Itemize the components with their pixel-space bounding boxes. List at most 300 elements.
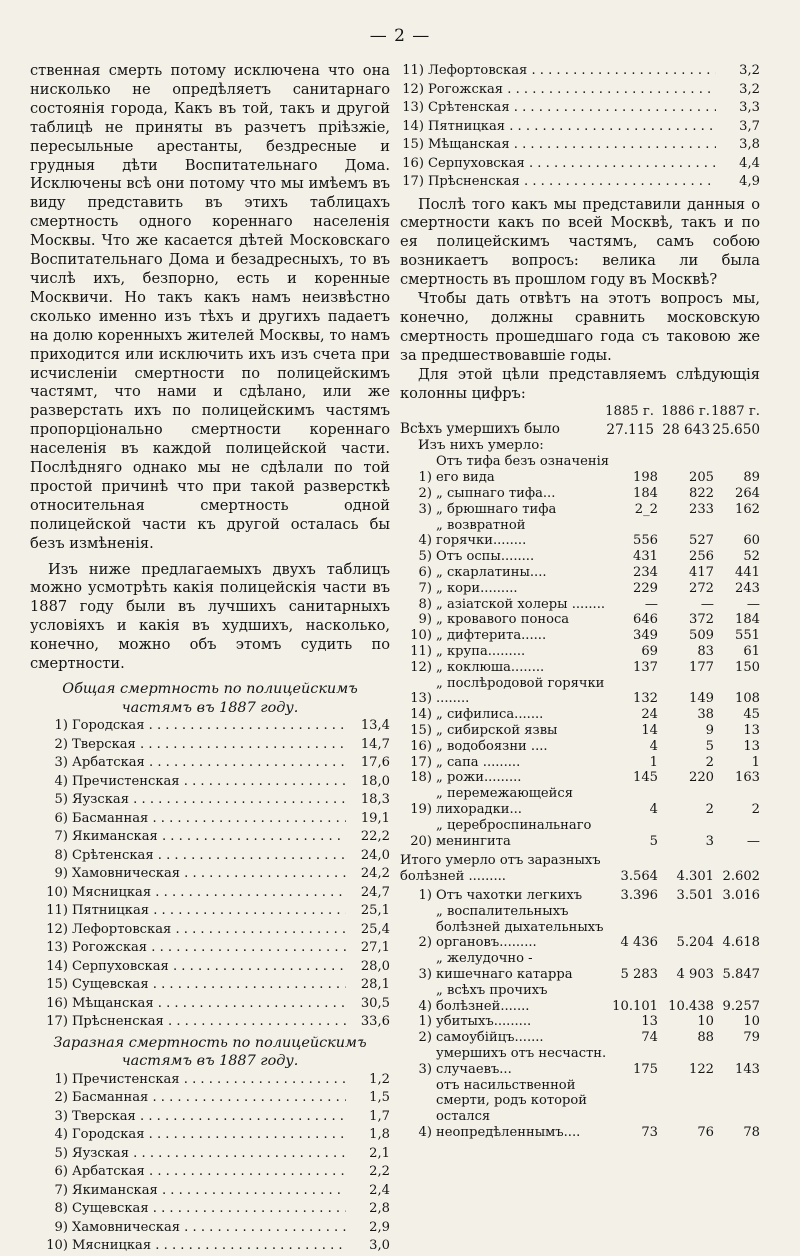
- row-number: 7): [418, 580, 432, 596]
- year-value: 10: [697, 1014, 714, 1030]
- row-value: 2.602: [722, 869, 760, 885]
- year-value: 137: [633, 659, 658, 675]
- row-number: 18): [410, 770, 432, 786]
- year-value: 5: [705, 738, 714, 754]
- row-number: 15): [410, 723, 432, 739]
- mortality-value: 19,1: [360, 810, 390, 826]
- table-row: [30, 1163, 390, 1182]
- mortality-value: 14,7: [360, 736, 390, 752]
- total-deaths-row: [400, 420, 760, 438]
- mortality-value: 3,8: [739, 137, 760, 152]
- district-name: Мѣщанская . . .: [428, 136, 716, 155]
- year-value: 79: [743, 1030, 760, 1046]
- mortality-value: 1,2: [369, 1071, 390, 1087]
- cause-label: „ коклюша........: [436, 659, 545, 675]
- year-value: 2: [705, 802, 714, 817]
- district-name: Рогожская . . .: [72, 939, 346, 958]
- row-number: 17): [46, 1014, 68, 1030]
- row-number: 14): [402, 118, 424, 134]
- year-value: 145: [633, 770, 658, 786]
- row-number: 3): [418, 966, 432, 982]
- row-number: 20): [410, 833, 432, 849]
- mortality-value: 28,1: [360, 977, 390, 993]
- row-number: 1): [418, 887, 432, 903]
- year-value: 264: [735, 486, 760, 502]
- row-number: 3): [54, 1108, 68, 1124]
- row-number: 6): [54, 1164, 68, 1180]
- infectious-mortality-table: [30, 1071, 390, 1256]
- row-number: 9): [418, 612, 432, 628]
- table-row: [30, 995, 390, 1014]
- year-value: —: [746, 833, 760, 849]
- year-value: 177: [689, 659, 714, 675]
- table-row: [400, 1030, 760, 1046]
- table-row: [400, 155, 760, 174]
- cause-label: „ дифтерита......: [436, 628, 547, 644]
- mortality-value: 2,4: [369, 1182, 390, 1198]
- district-name: Сущевская . . .: [72, 976, 346, 995]
- year-value: 162: [735, 501, 760, 517]
- table-row: [400, 951, 760, 983]
- table-row: [30, 976, 390, 995]
- infectious-mortality-table-continued: [400, 62, 760, 192]
- year-value: 9.257: [722, 998, 760, 1014]
- year-value: 149: [689, 691, 714, 707]
- year-value: 10: [743, 1014, 760, 1030]
- year-value: 78: [743, 1124, 760, 1140]
- year-value: 5.204: [676, 935, 714, 951]
- row-number: 17): [402, 174, 424, 189]
- table-row: [400, 173, 760, 192]
- years-header: [400, 403, 760, 420]
- year-value: 69: [641, 644, 658, 660]
- year-value: 132: [633, 691, 658, 707]
- year-value: 233: [689, 501, 714, 517]
- row-number: 2): [418, 935, 432, 951]
- cause-label: убитыхъ.........: [436, 1014, 532, 1030]
- district-name: Яузская . . .: [72, 791, 346, 810]
- mortality-value: 4,9: [739, 174, 760, 189]
- paragraph: ственная смерть потому исключена что она нисколько не опредѣляетъ санитарнаго состоянія города, Какъ въ той, такъ и другой таблицѣ не приняты въ разчетъ пріѣзжіе, пересыльные арестанты, бездресные и грудныя дѣти Воспитательнаго Дома. Исключены всѣ они потому что мы имѣемъ въ виду представить въ этихъ таблицахъ смертность одного кореннаго населенія Москвы. Что же касается дѣтей Московскаго Воспитательнаго Дома и безадресныхъ, то въ числѣ ихъ, безпорно, есть и коренные Москвичи. Но такъ какъ намъ неизвѣстно сколько именно изъ тѣхъ и другихъ падаетъ на долю коренныхъ жителей Москвы, то намъ приходится или исключить ихъ изъ счета при исчисленіи смертности по полицейскимъ частямт, что нами и сдѣлано, или же разверстать ихъ по полицейскимъ частямъ пропорціонально смертности кореннаго населенія въ каждой полицейской части. Послѣдняго однако мы не сдѣлали по той простой причинѣ что при такой разверсткѣ относительная смертность одной полицейской части къ другой осталась бы безъ измѣненія.: [30, 62, 390, 552]
- row-number: 10): [46, 1238, 68, 1254]
- cause-label: „ азіатской холеры ........: [436, 596, 606, 612]
- mortality-value: 1,8: [369, 1127, 390, 1143]
- year-value: 372: [689, 612, 714, 628]
- district-name: Лефортовская . . .: [428, 62, 716, 81]
- table-row: [30, 1089, 390, 1108]
- mortality-value: 3,2: [739, 63, 760, 78]
- district-name: Мясницкая . . .: [72, 1237, 346, 1256]
- year-value: 3: [705, 833, 714, 849]
- right-column: [400, 62, 760, 1141]
- mortality-value: 17,6: [360, 755, 390, 771]
- row-value: 25.650: [712, 421, 760, 438]
- cause-label: отъ насильственной смерти, родъ которой остался неопредѣленнымъ....: [436, 1077, 587, 1140]
- table-row: [30, 1219, 390, 1238]
- row-number: 13): [46, 940, 68, 956]
- district-name: Пречистенская . . .: [72, 1071, 346, 1090]
- cause-label: „ кровавого поноса: [436, 612, 570, 628]
- table-row: [30, 1071, 390, 1090]
- table-row: [400, 660, 760, 676]
- general-mortality-table: [30, 717, 390, 1032]
- year-value: 417: [689, 565, 714, 581]
- row-number: 6): [54, 810, 68, 826]
- year-value: 89: [743, 470, 760, 486]
- year-header: 1885 г.: [605, 404, 654, 420]
- district-name: Сущевская . . .: [72, 1200, 346, 1219]
- row-number: 1): [418, 1014, 432, 1030]
- mortality-value: 18,3: [360, 792, 390, 808]
- year-value: 4: [649, 802, 658, 817]
- year-value: 13: [743, 723, 760, 739]
- mortality-value: 13,4: [360, 718, 390, 734]
- row-number: 14): [410, 707, 432, 723]
- table-row: [30, 717, 390, 736]
- table-row: [400, 549, 760, 565]
- cause-label: самоубійцъ.......: [436, 1030, 544, 1046]
- row-number: 1): [418, 470, 432, 486]
- district-name: Пятницкая . . .: [428, 118, 716, 137]
- year-value: 509: [689, 628, 714, 644]
- table-row: [400, 597, 760, 613]
- row-number: 5): [54, 1145, 68, 1161]
- table-row: [400, 612, 760, 628]
- table-row: [400, 770, 760, 786]
- year-value: 243: [735, 580, 760, 596]
- row-number: 9): [54, 866, 68, 882]
- table-row: [30, 1145, 390, 1164]
- year-value: 229: [633, 580, 658, 596]
- cause-label: „ брюшнаго тифа: [436, 501, 557, 517]
- row-number: 2): [418, 486, 432, 502]
- year-value: 5.847: [722, 966, 760, 982]
- table-row: [400, 486, 760, 502]
- year-value: 822: [689, 486, 714, 502]
- row-number: 1): [54, 718, 68, 734]
- year-value: —: [700, 596, 714, 612]
- table-row: [30, 1013, 390, 1032]
- row-number: 12): [410, 659, 432, 675]
- row-number: 19): [410, 802, 432, 817]
- mortality-value: 30,5: [360, 995, 390, 1011]
- table-row: [400, 1078, 760, 1141]
- mortality-value: 2,9: [369, 1219, 390, 1235]
- cause-label: „ сапа .........: [436, 754, 521, 770]
- row-number: 5): [418, 549, 432, 565]
- year-value: 24: [641, 707, 658, 723]
- mortality-value: 24,7: [360, 884, 390, 900]
- year-value: 184: [633, 486, 658, 502]
- table-row: [400, 502, 760, 518]
- table-row: [400, 676, 760, 708]
- row-number: 16): [46, 995, 68, 1011]
- year-value: 205: [689, 470, 714, 486]
- district-name: Серпуховская . . .: [428, 155, 716, 174]
- year-value: 3.501: [676, 887, 714, 903]
- table-row: [30, 754, 390, 773]
- table-row: [30, 958, 390, 977]
- cause-label: „ возвратной горячки........: [436, 517, 527, 549]
- year-value: 3.016: [722, 887, 760, 903]
- row-number: 9): [54, 1219, 68, 1235]
- row-number: 10): [410, 628, 432, 644]
- year-value: 14: [641, 723, 658, 739]
- row-number: 6): [418, 565, 432, 581]
- year-value: —: [746, 596, 760, 612]
- table-row: [30, 902, 390, 921]
- mortality-value: 2,2: [369, 1164, 390, 1180]
- year-value: 2: [705, 754, 714, 770]
- page-number: — 2 —: [369, 26, 431, 46]
- table-row: [400, 518, 760, 550]
- table-row: [30, 736, 390, 755]
- cause-label: „ желудочно - кишечнаго катарра: [436, 951, 573, 982]
- row-number: 4): [54, 773, 68, 789]
- cause-label: „ кори.........: [436, 580, 518, 596]
- year-value: 220: [689, 770, 714, 786]
- year-value: 143: [735, 1061, 760, 1077]
- mortality-value: 2,8: [369, 1201, 390, 1217]
- district-name: Пятницкая . . .: [72, 902, 346, 921]
- mortality-value: 24,2: [360, 866, 390, 882]
- year-value: 349: [633, 628, 658, 644]
- row-number: 11): [402, 63, 424, 78]
- year-value: 4 903: [676, 966, 714, 982]
- district-name: Тверская . . .: [72, 736, 346, 755]
- table-row: [30, 1237, 390, 1256]
- table-row: [30, 810, 390, 829]
- year-value: 10.101: [612, 998, 658, 1014]
- year-value: 272: [689, 580, 714, 596]
- table-row: [400, 904, 760, 951]
- year-value: 122: [689, 1061, 714, 1077]
- district-name: Якиманская . . .: [72, 828, 346, 847]
- year-value: 4.618: [722, 935, 760, 951]
- table-row: [30, 1108, 390, 1127]
- mortality-value: 22,2: [360, 829, 390, 845]
- row-value: 27.115: [606, 421, 654, 438]
- row-number: 15): [402, 137, 424, 152]
- district-name: Хамовническая . . .: [72, 1219, 346, 1238]
- row-number: 12): [46, 921, 68, 937]
- year-value: 74: [641, 1030, 658, 1046]
- mortality-value: 4,4: [739, 155, 760, 171]
- table-title-infectious-mortality: Заразная смертность по полицейскимъ частямъ въ 1887 году.: [53, 1034, 367, 1070]
- cause-label: „ послѣродовой горячки ........: [436, 675, 605, 707]
- year-value: 551: [735, 628, 760, 644]
- table-row: [30, 847, 390, 866]
- year-value: 88: [697, 1030, 714, 1046]
- year-value: 1: [751, 754, 760, 770]
- year-value: 527: [689, 533, 714, 549]
- district-name: Мѣщанская . . .: [72, 995, 346, 1014]
- year-value: 2_2: [634, 501, 658, 517]
- year-value: 184: [735, 612, 760, 628]
- mortality-value: 25,1: [360, 903, 390, 919]
- cause-label: Отъ чахотки легкихъ: [436, 887, 583, 903]
- mortality-value: 2,1: [369, 1145, 390, 1161]
- year-header: 1887 г.: [711, 404, 760, 420]
- row-number: 11): [410, 644, 432, 660]
- district-name: Лефортовская . . .: [72, 921, 346, 940]
- row-number: 4): [418, 998, 432, 1014]
- cause-label: „ воспалительныхъ болѣзней дыхательныхъ органовъ.........: [436, 903, 604, 951]
- row-number: 2): [418, 1030, 432, 1046]
- row-value: 3.564: [620, 869, 658, 885]
- row-number: 4): [54, 1127, 68, 1143]
- row-label: Всѣхъ умершихъ было: [400, 421, 560, 438]
- row-number: 7): [54, 829, 68, 845]
- paragraph: Послѣ того какъ мы представили данныя о смертности какъ по всей Москвѣ, такъ и по ея полицейскимъ частямъ, самъ собою возникаетъ вопросъ: велика ли была смертность въ прошлом году въ Москвѣ?: [400, 195, 760, 289]
- row-number: 4): [418, 533, 432, 549]
- causes-table: [400, 454, 760, 849]
- table-row: [30, 791, 390, 810]
- row-label: Итого умерло отъ заразныхъ болѣзней .........: [400, 853, 601, 885]
- row-number: 15): [46, 977, 68, 993]
- row-number: 2): [54, 736, 68, 752]
- mortality-value: 3,0: [369, 1238, 390, 1254]
- year-value: 441: [735, 565, 760, 581]
- mortality-value: 1,5: [369, 1090, 390, 1106]
- row-number: 16): [410, 738, 432, 754]
- district-name: Рогожская . . .: [428, 81, 716, 100]
- table-row: [400, 723, 760, 739]
- table-title-general-mortality: Общая смертность по полицейскимъ частямъ въ 1887 году.: [62, 681, 358, 716]
- other-causes-table: [400, 888, 760, 1141]
- year-header: 1886 г.: [661, 404, 710, 420]
- district-name: Арбатская . . .: [72, 1163, 346, 1182]
- district-name: Якиманская . . .: [72, 1182, 346, 1201]
- mortality-value: 27,1: [360, 940, 390, 956]
- left-column: [30, 62, 390, 1256]
- year-value: 256: [689, 549, 714, 565]
- table-row: [30, 828, 390, 847]
- row-number: 17): [410, 754, 432, 770]
- of-them-heading: Изъ нихъ умерло:: [418, 438, 544, 454]
- year-value: 13: [641, 1014, 658, 1030]
- year-value: 5: [649, 833, 658, 849]
- row-value: 4.301: [676, 869, 714, 885]
- year-value: 3.396: [620, 887, 658, 903]
- year-value: 60: [743, 533, 760, 549]
- cause-label: „ перемежающейся лихорадки...: [436, 786, 573, 817]
- cause-label: Отъ тифа безъ означенія его вида: [436, 454, 610, 486]
- row-number: 10): [46, 884, 68, 900]
- cause-label: „ крупа.........: [436, 644, 526, 660]
- mortality-value: 25,4: [360, 921, 390, 937]
- row-number: 14): [46, 958, 68, 974]
- table-row: [400, 707, 760, 723]
- year-value: 4 436: [620, 935, 658, 951]
- paragraph: Для этой цѣли представляемъ слѣдующія колонны цифръ:: [400, 365, 760, 402]
- year-value: 52: [743, 549, 760, 565]
- row-number: 5): [54, 792, 68, 808]
- row-number: 12): [402, 81, 424, 97]
- table-row: [30, 921, 390, 940]
- mortality-value: 28,0: [360, 958, 390, 974]
- row-number: 7): [54, 1182, 68, 1198]
- row-number: 8): [418, 596, 432, 612]
- year-value: 76: [697, 1124, 714, 1140]
- mortality-value: 3,7: [739, 118, 760, 134]
- year-value: 4: [649, 738, 658, 754]
- district-name: Прѣсненская . . .: [72, 1013, 346, 1032]
- year-value: 198: [633, 470, 658, 486]
- cause-label: „ рожи.........: [436, 770, 522, 786]
- district-name: Серпуховская . . .: [72, 958, 346, 977]
- table-row: [400, 628, 760, 644]
- year-value: 61: [743, 644, 760, 660]
- year-value: 10.438: [668, 998, 714, 1014]
- year-value: —: [644, 596, 658, 612]
- year-value: 2: [751, 802, 760, 817]
- year-value: 646: [633, 612, 658, 628]
- table-row: [400, 565, 760, 581]
- table-row: [30, 865, 390, 884]
- district-name: Хамовническая . . .: [72, 865, 346, 884]
- year-value: 38: [697, 707, 714, 723]
- table-row: [400, 136, 760, 155]
- district-name: Срѣтенская . . .: [72, 847, 346, 866]
- table-row: [400, 786, 760, 818]
- row-number: 4): [418, 1124, 432, 1140]
- table-row: [400, 888, 760, 904]
- table-row: [30, 884, 390, 903]
- paragraph: Изъ ниже предлагаемыхъ двухъ таблицъ можно усмотрѣть какія полицейскія части въ 1887 году были въ лучшихъ санитарныхъ условіяхъ и какія въ худшихъ, насколько, конечно, можно объ этомъ судить по смертности.: [30, 560, 390, 673]
- year-value: 150: [735, 659, 760, 675]
- year-value: 108: [735, 691, 760, 707]
- row-number: 8): [54, 847, 68, 863]
- year-value: 45: [743, 707, 760, 723]
- year-value: 83: [697, 644, 714, 660]
- table-row: [400, 818, 760, 850]
- mortality-value: 18,0: [360, 773, 390, 789]
- year-value: 234: [633, 565, 658, 581]
- year-value: 175: [633, 1061, 658, 1077]
- table-row: [400, 99, 760, 118]
- cause-label: умершихъ отъ несчастн. случаевъ...: [436, 1045, 607, 1077]
- table-row: [400, 62, 760, 81]
- year-value: 13: [743, 738, 760, 754]
- row-number: 16): [402, 155, 424, 171]
- table-row: [400, 1046, 760, 1078]
- row-number: 2): [54, 1090, 68, 1106]
- row-number: 3): [418, 501, 432, 517]
- table-row: [30, 939, 390, 958]
- cause-label: „ сифилиса.......: [436, 707, 544, 723]
- row-number: 13): [410, 691, 432, 707]
- district-name: Яузская . . .: [72, 1145, 346, 1164]
- mortality-value: 3,3: [739, 100, 760, 115]
- row-number: 3): [54, 755, 68, 771]
- district-name: Пречистенская . . .: [72, 773, 346, 792]
- year-value: 73: [641, 1124, 658, 1140]
- table-row: [400, 755, 760, 771]
- cause-label: Отъ оспы........: [436, 549, 535, 565]
- row-value: 28 643: [662, 421, 710, 438]
- mortality-value: 33,6: [360, 1014, 390, 1030]
- row-number: 1): [54, 1071, 68, 1087]
- table-row: [400, 644, 760, 660]
- table-row: [30, 1182, 390, 1201]
- table-row: [400, 581, 760, 597]
- district-name: Басманная . . .: [72, 1089, 346, 1108]
- year-value: 163: [735, 770, 760, 786]
- district-name: Срѣтенская . . .: [428, 99, 716, 118]
- row-number: 11): [46, 903, 68, 919]
- cause-label: „ сибирской язвы: [436, 723, 558, 739]
